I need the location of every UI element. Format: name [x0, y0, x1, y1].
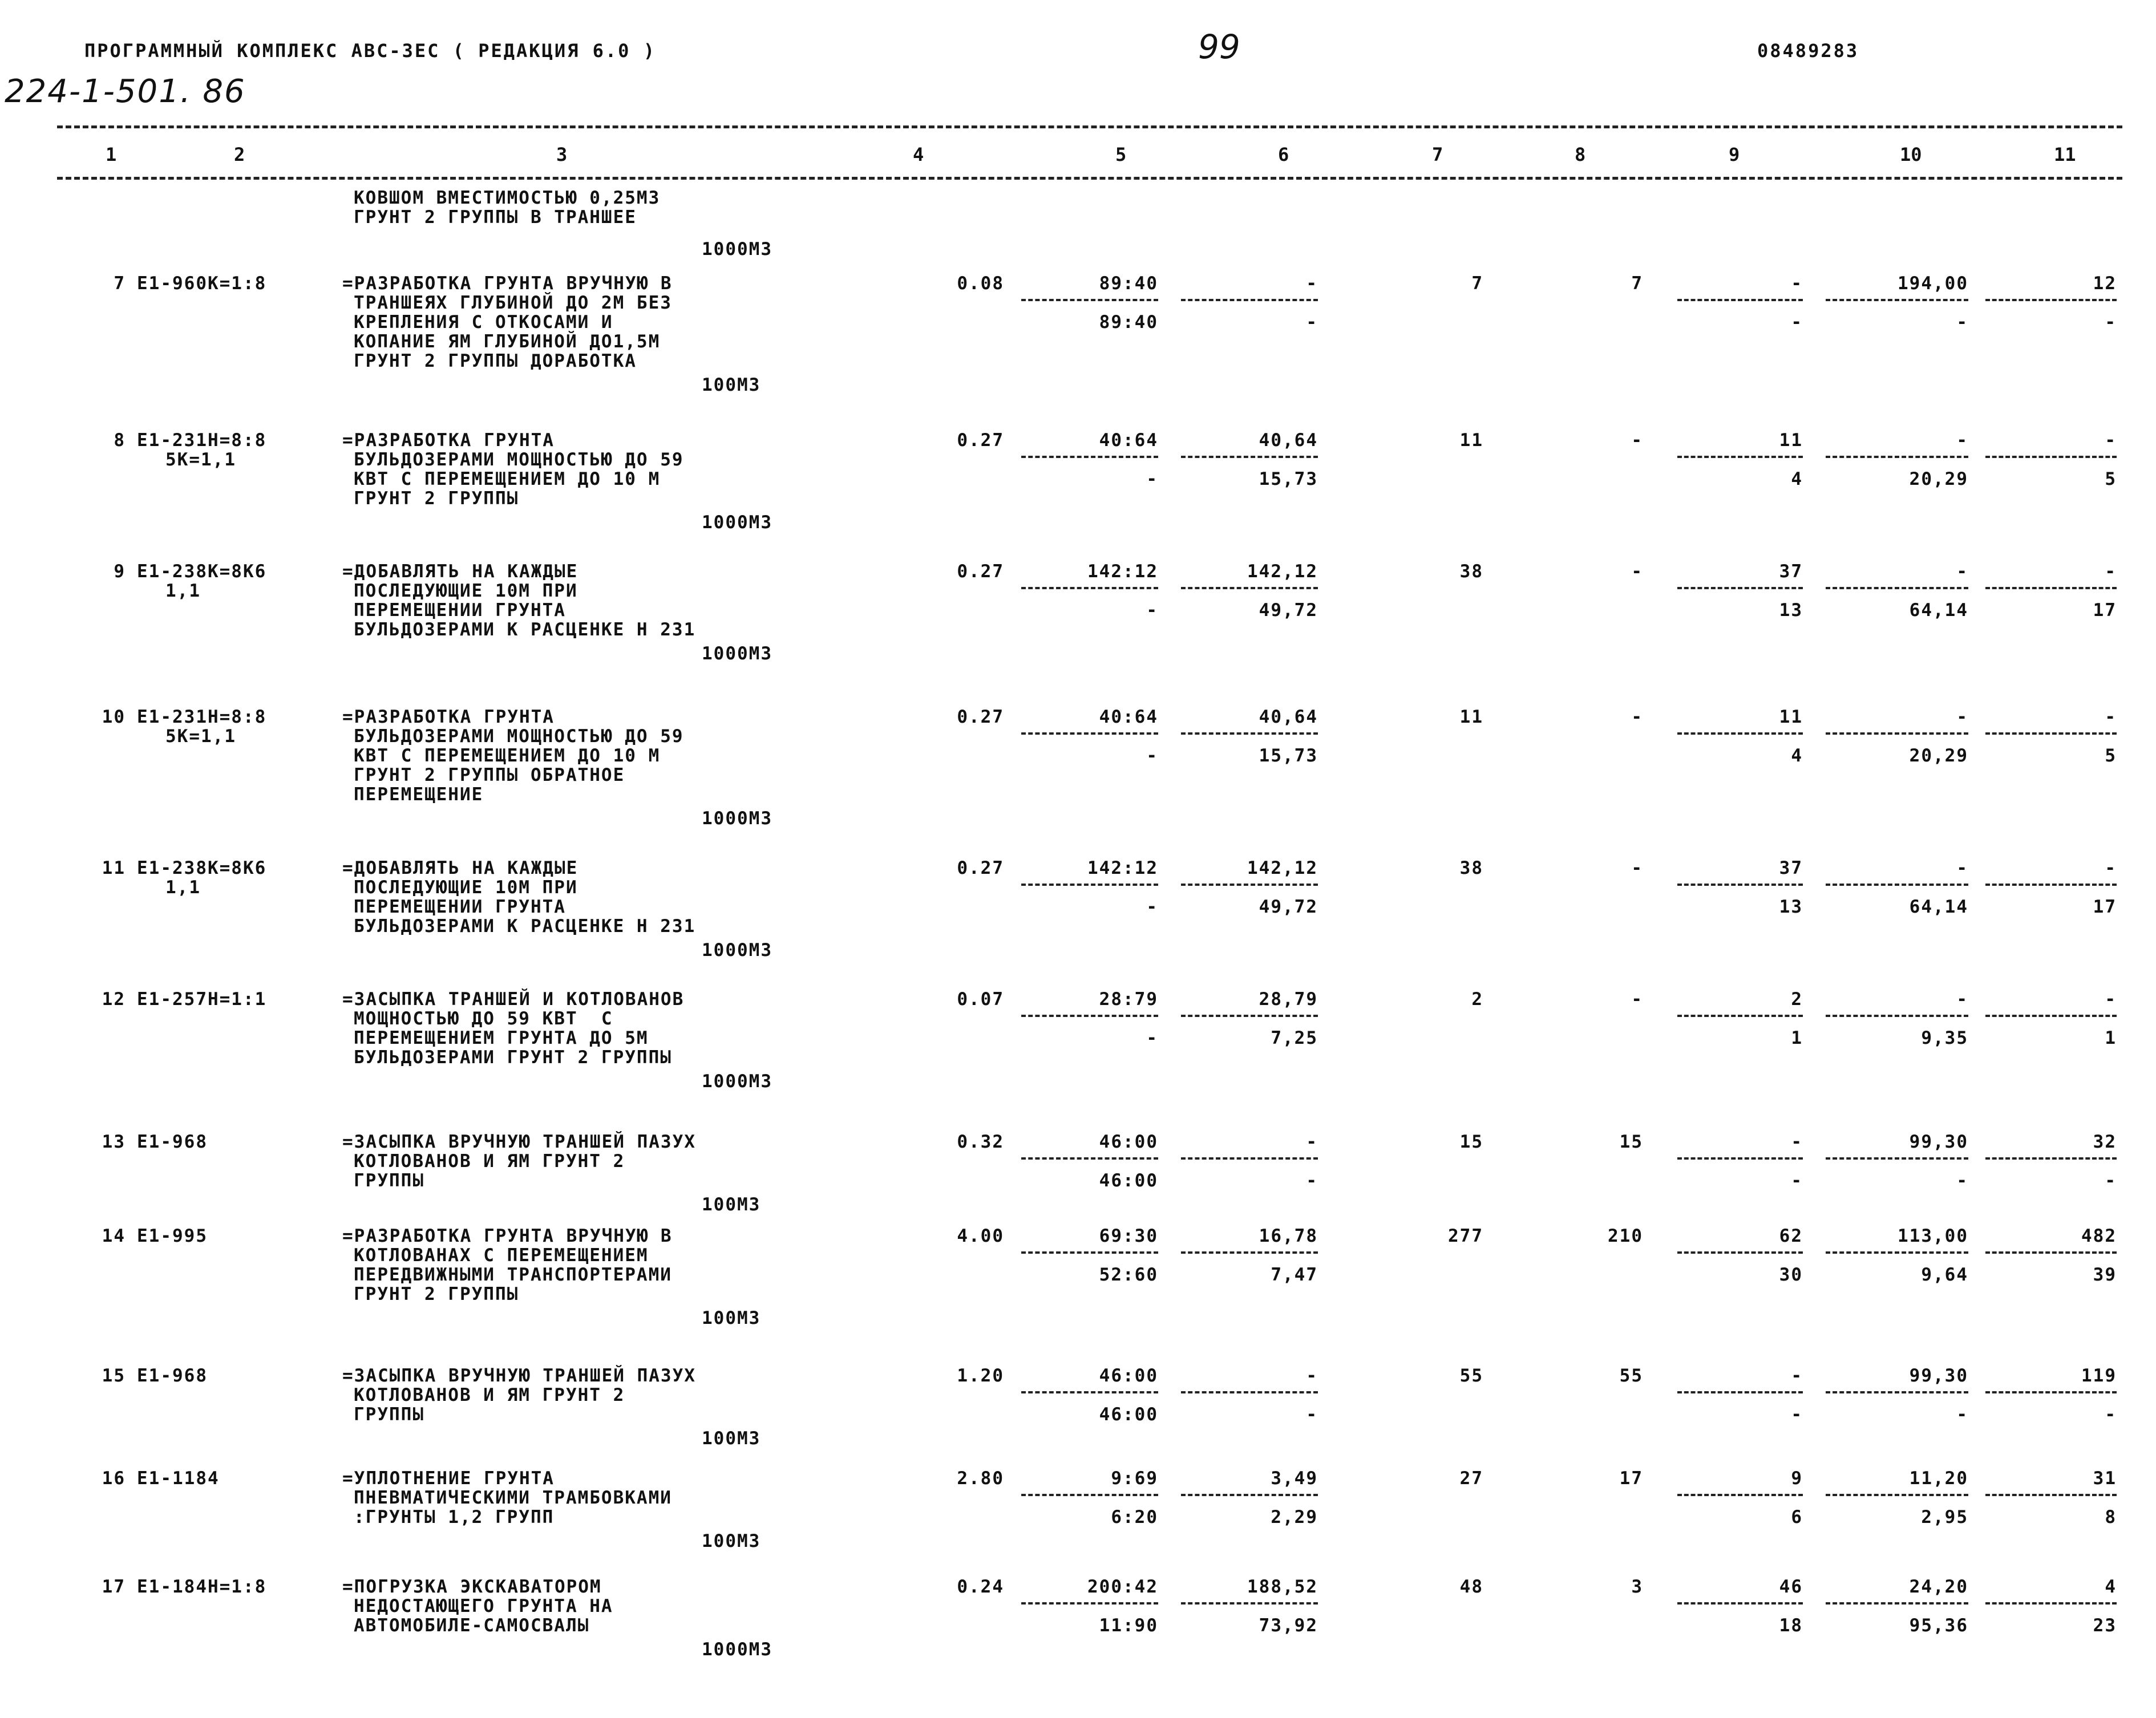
- col5-top: 40:64: [1099, 707, 1158, 727]
- intro-line-2: ГРУНТ 2 ГРУППЫ В ТРАНШЕЕ: [354, 207, 637, 228]
- col10-bottom: 20,29: [1909, 745, 1968, 766]
- col5-top: 28:79: [1099, 989, 1158, 1010]
- col11-top: 4: [2105, 1577, 2117, 1597]
- description-line: КВТ С ПЕРЕМЕЩЕНИЕМ ДО 10 М: [354, 745, 661, 766]
- row-number: 16: [102, 1468, 126, 1489]
- col9-divider: [1677, 1157, 1803, 1160]
- unit-of-measure: 100М3: [702, 1531, 761, 1551]
- description-line: НЕДОСТАЮЩЕГО ГРУНТА НА: [354, 1596, 613, 1616]
- program-header: ПРОГРАММНЫЙ КОМПЛЕКС АВС-3ЕС ( РЕДАКЦИЯ 6.0 ): [84, 40, 656, 62]
- col11-bottom: 39: [2093, 1265, 2117, 1285]
- col10-divider: [1826, 1157, 1968, 1160]
- description-line: МОЩНОСТЬЮ ДО 59 КВТ С: [354, 1008, 613, 1029]
- col7-value: 15: [1459, 1132, 1483, 1152]
- col10-bottom: 2,95: [1921, 1507, 1968, 1527]
- rate-code: Е1-231Н=8:8: [137, 707, 267, 727]
- description-line: ПОСЛЕДУЮЩИЕ 10М ПРИ: [354, 581, 578, 601]
- unit-of-measure: 1000М3: [702, 808, 772, 829]
- rate-code: Е1-1184: [137, 1468, 220, 1489]
- col8-value: 17: [1619, 1468, 1643, 1489]
- description-line: :ГРУНТЫ 1,2 ГРУПП: [354, 1507, 555, 1527]
- document-code: 08489283: [1757, 40, 1859, 62]
- unit-of-measure: 1000М3: [702, 940, 772, 961]
- description-line: =ЗАСЫПКА ТРАНШЕЙ И КОТЛОВАНОВ: [342, 989, 685, 1010]
- col10-divider: [1826, 299, 1968, 301]
- column-header-2: 2: [234, 144, 245, 165]
- col9-top: -: [1791, 273, 1803, 294]
- quantity: 0.32: [957, 1132, 1004, 1152]
- col5-bottom: 46:00: [1099, 1170, 1158, 1191]
- row-number: 7: [114, 273, 126, 294]
- col6-top: 16,78: [1259, 1226, 1318, 1246]
- col11-divider: [1985, 1157, 2117, 1160]
- description-line: КОТЛОВАНОВ И ЯМ ГРУНТ 2: [354, 1385, 625, 1405]
- col11-divider: [1985, 456, 2117, 458]
- quantity: 0.08: [957, 273, 1004, 294]
- col5-top: 69:30: [1099, 1226, 1158, 1246]
- col6-divider: [1181, 1602, 1318, 1604]
- col7-value: 55: [1459, 1366, 1483, 1386]
- col6-bottom: 49,72: [1259, 897, 1318, 917]
- rate-code: Е1-238К=8К6: [137, 561, 267, 582]
- unit-of-measure: 100М3: [702, 1194, 761, 1215]
- col10-bottom: 9,64: [1921, 1265, 1968, 1285]
- col9-top: 9: [1791, 1468, 1803, 1489]
- col7-value: 48: [1459, 1577, 1483, 1597]
- col11-divider: [1985, 1494, 2117, 1496]
- col5-bottom: -: [1146, 1028, 1158, 1048]
- col10-divider: [1826, 1494, 1968, 1496]
- description-line: =ЗАСЫПКА ВРУЧНУЮ ТРАНШЕЙ ПАЗУХ: [342, 1132, 696, 1152]
- col11-divider: [1985, 732, 2117, 735]
- rate-coefficient: 1,1: [165, 581, 201, 601]
- col11-bottom: -: [2105, 312, 2117, 333]
- col10-divider: [1826, 732, 1968, 735]
- col11-top: 12: [2093, 273, 2117, 294]
- col5-bottom: -: [1146, 897, 1158, 917]
- col6-divider: [1181, 884, 1318, 886]
- col11-bottom: 8: [2105, 1507, 2117, 1527]
- unit-of-measure: 100М3: [702, 1308, 761, 1328]
- col9-top: -: [1791, 1132, 1803, 1152]
- quantity: 2.80: [957, 1468, 1004, 1489]
- col10-top: -: [1956, 707, 1968, 727]
- description-line: ГРУНТ 2 ГРУППЫ: [354, 488, 519, 509]
- col6-divider: [1181, 456, 1318, 458]
- column-header-11: 11: [2054, 144, 2076, 165]
- column-header-6: 6: [1278, 144, 1289, 165]
- col8-value: 15: [1619, 1132, 1643, 1152]
- unit-of-measure: 100М3: [702, 1428, 761, 1449]
- col9-bottom: 18: [1779, 1615, 1803, 1636]
- col6-divider: [1181, 1015, 1318, 1017]
- description-line: БУЛЬДОЗЕРАМИ МОЩНОСТЬЮ ДО 59: [354, 726, 684, 747]
- col9-top: 37: [1779, 858, 1803, 878]
- col10-divider: [1826, 1251, 1968, 1254]
- quantity: 0.07: [957, 989, 1004, 1010]
- description-line: БУЛЬДОЗЕРАМИ К РАСЦЕНКЕ Н 231: [354, 916, 696, 937]
- col11-divider: [1985, 1251, 2117, 1254]
- description-line: =УПЛОТНЕНИЕ ГРУНТА: [342, 1468, 555, 1489]
- rate-coefficient: 5К=1,1: [165, 449, 236, 470]
- col5-top: 40:64: [1099, 430, 1158, 451]
- col5-divider: [1021, 1494, 1158, 1496]
- col8-value: -: [1631, 989, 1643, 1010]
- col9-top: 62: [1779, 1226, 1803, 1246]
- description-line: ПЕРЕМЕЩЕНИИ ГРУНТА: [354, 600, 566, 621]
- quantity: 0.27: [957, 561, 1004, 582]
- column-header-7: 7: [1432, 144, 1443, 165]
- description-line: КОТЛОВАНАХ С ПЕРЕМЕЩЕНИЕМ: [354, 1245, 649, 1266]
- col6-bottom: -: [1306, 1170, 1318, 1191]
- unit-of-measure: 1000М3: [702, 643, 772, 664]
- column-header-9: 9: [1729, 144, 1740, 165]
- col7-value: 38: [1459, 561, 1483, 582]
- description-line: ГРУНТ 2 ГРУППЫ ОБРАТНОЕ: [354, 765, 625, 785]
- row-number: 9: [114, 561, 126, 582]
- unit-of-measure: 100М3: [702, 375, 761, 395]
- col6-bottom: 73,92: [1259, 1615, 1318, 1636]
- col10-top: 99,30: [1909, 1366, 1968, 1386]
- description-line: ПОСЛЕДУЮЩИЕ 10М ПРИ: [354, 877, 578, 898]
- rate-code: Е1-968: [137, 1132, 208, 1152]
- intro-line-1: КОВШОМ ВМЕСТИМОСТЬЮ 0,25М3: [354, 188, 661, 208]
- col10-divider: [1826, 1602, 1968, 1604]
- row-number: 11: [102, 858, 126, 878]
- col6-top: 40,64: [1259, 430, 1318, 451]
- col9-bottom: 4: [1791, 745, 1803, 766]
- row-number: 13: [102, 1132, 126, 1152]
- col11-divider: [1985, 1015, 2117, 1017]
- description-line: =ДОБАВЛЯТЬ НА КАЖДЫЕ: [342, 561, 579, 582]
- col6-divider: [1181, 1494, 1318, 1496]
- col11-bottom: 17: [2093, 600, 2117, 621]
- col5-top: 142:12: [1087, 858, 1158, 878]
- col10-bottom: -: [1956, 1170, 1968, 1191]
- column-header-8: 8: [1575, 144, 1586, 165]
- col6-bottom: 49,72: [1259, 600, 1318, 621]
- intro-unit: 1000М3: [702, 239, 772, 260]
- col6-top: -: [1306, 1366, 1318, 1386]
- description-line: КВТ С ПЕРЕМЕЩЕНИЕМ ДО 10 М: [354, 469, 661, 489]
- description-line: ПНЕВМАТИЧЕСКИМИ ТРАМБОВКАМИ: [354, 1488, 672, 1508]
- col8-value: -: [1631, 561, 1643, 582]
- page-number: 99: [1198, 27, 1240, 66]
- column-header-5: 5: [1115, 144, 1127, 165]
- col5-bottom: -: [1146, 600, 1158, 621]
- col11-bottom: 17: [2093, 897, 2117, 917]
- col5-bottom: 46:00: [1099, 1404, 1158, 1425]
- col11-top: -: [2105, 430, 2117, 451]
- description-line: КРЕПЛЕНИЯ С ОТКОСАМИ И: [354, 312, 613, 333]
- description-line: ГРУНТ 2 ГРУППЫ: [354, 1284, 519, 1304]
- col9-divider: [1677, 299, 1803, 301]
- rate-code: Е1-238К=8К6: [137, 858, 267, 878]
- col7-value: 11: [1459, 707, 1483, 727]
- col11-divider: [1985, 1391, 2117, 1393]
- col8-value: -: [1631, 707, 1643, 727]
- col9-divider: [1677, 1494, 1803, 1496]
- col11-top: 32: [2093, 1132, 2117, 1152]
- column-header-1: 1: [106, 144, 117, 165]
- rate-code: Е1-968: [137, 1366, 208, 1386]
- doc-number: 224-1-501. 86: [5, 73, 246, 110]
- col9-divider: [1677, 1015, 1803, 1017]
- rate-code: Е1-257Н=1:1: [137, 989, 267, 1010]
- description-line: =РАЗРАБОТКА ГРУНТА ВРУЧНУЮ В: [342, 273, 673, 294]
- col7-value: 38: [1459, 858, 1483, 878]
- col11-bottom: 5: [2105, 469, 2117, 489]
- col8-value: -: [1631, 430, 1643, 451]
- col11-top: -: [2105, 858, 2117, 878]
- col11-top: 119: [2081, 1366, 2117, 1386]
- col10-divider: [1826, 587, 1968, 589]
- unit-of-measure: 1000М3: [702, 1639, 772, 1660]
- col11-top: 31: [2093, 1468, 2117, 1489]
- col11-bottom: 23: [2093, 1615, 2117, 1636]
- col5-divider: [1021, 299, 1158, 301]
- rate-coefficient: 1,1: [165, 877, 201, 898]
- col6-divider: [1181, 1251, 1318, 1254]
- unit-of-measure: 1000М3: [702, 1071, 772, 1092]
- col6-bottom: 7,25: [1271, 1028, 1318, 1048]
- col9-bottom: 4: [1791, 469, 1803, 489]
- column-header-10: 10: [1900, 144, 1922, 165]
- col10-top: -: [1956, 561, 1968, 582]
- col11-top: 482: [2081, 1226, 2117, 1246]
- col6-divider: [1181, 1157, 1318, 1160]
- col6-top: -: [1306, 1132, 1318, 1152]
- description-line: =ДОБАВЛЯТЬ НА КАЖДЫЕ: [342, 858, 579, 878]
- col5-divider: [1021, 732, 1158, 735]
- row-number: 15: [102, 1366, 126, 1386]
- row-number: 14: [102, 1226, 126, 1246]
- col6-divider: [1181, 299, 1318, 301]
- col10-bottom: 64,14: [1909, 897, 1968, 917]
- col5-divider: [1021, 1015, 1158, 1017]
- col6-top: 188,52: [1247, 1577, 1318, 1597]
- col9-top: 2: [1791, 989, 1803, 1010]
- col11-top: -: [2105, 707, 2117, 727]
- col11-divider: [1985, 587, 2117, 589]
- row-number: 12: [102, 989, 126, 1010]
- col10-top: 99,30: [1909, 1132, 1968, 1152]
- col10-top: 113,00: [1898, 1226, 1968, 1246]
- col8-value: -: [1631, 858, 1643, 878]
- col7-value: 2: [1471, 989, 1483, 1010]
- col6-top: 3,49: [1271, 1468, 1318, 1489]
- row-number: 10: [102, 707, 126, 727]
- col9-divider: [1677, 732, 1803, 735]
- column-header-4: 4: [913, 144, 924, 165]
- description-line: ГРУППЫ: [354, 1170, 424, 1191]
- col6-top: 142,12: [1247, 858, 1318, 878]
- col9-divider: [1677, 1602, 1803, 1604]
- row-number: 8: [114, 430, 126, 451]
- col10-divider: [1826, 456, 1968, 458]
- description-line: ПЕРЕМЕЩЕНИЕМ ГРУНТА ДО 5М: [354, 1028, 649, 1048]
- description-line: =ПОГРУЗКА ЭКСКАВАТОРОМ: [342, 1577, 602, 1597]
- col5-divider: [1021, 1602, 1158, 1604]
- description-line: ГРУНТ 2 ГРУППЫ ДОРАБОТКА: [354, 351, 637, 371]
- col5-bottom: 89:40: [1099, 312, 1158, 333]
- col9-divider: [1677, 1391, 1803, 1393]
- col6-top: 28,79: [1259, 989, 1318, 1010]
- description-line: КОТЛОВАНОВ И ЯМ ГРУНТ 2: [354, 1151, 625, 1172]
- description-line: БУЛЬДОЗЕРАМИ К РАСЦЕНКЕ Н 231: [354, 619, 696, 640]
- description-line: ПЕРЕМЕЩЕНИЕ: [354, 784, 484, 805]
- col5-bottom: 11:90: [1099, 1615, 1158, 1636]
- col9-divider: [1677, 884, 1803, 886]
- col10-bottom: 95,36: [1909, 1615, 1968, 1636]
- quantity: 0.24: [957, 1577, 1004, 1597]
- col9-bottom: 1: [1791, 1028, 1803, 1048]
- col6-divider: [1181, 587, 1318, 589]
- col10-bottom: 64,14: [1909, 600, 1968, 621]
- quantity: 4.00: [957, 1226, 1004, 1246]
- col10-top: -: [1956, 989, 1968, 1010]
- description-line: =ЗАСЫПКА ВРУЧНУЮ ТРАНШЕЙ ПАЗУХ: [342, 1366, 696, 1386]
- col11-bottom: -: [2105, 1404, 2117, 1425]
- col9-top: -: [1791, 1366, 1803, 1386]
- col7-value: 277: [1448, 1226, 1483, 1246]
- col5-bottom: 52:60: [1099, 1265, 1158, 1285]
- col9-bottom: -: [1791, 1170, 1803, 1191]
- col7-value: 27: [1459, 1468, 1483, 1489]
- row-number: 17: [102, 1577, 126, 1597]
- col6-bottom: 15,73: [1259, 745, 1318, 766]
- col10-divider: [1826, 1391, 1968, 1393]
- col5-divider: [1021, 884, 1158, 886]
- col10-divider: [1826, 1015, 1968, 1017]
- col5-top: 46:00: [1099, 1366, 1158, 1386]
- col9-divider: [1677, 587, 1803, 589]
- col7-value: 11: [1459, 430, 1483, 451]
- col6-top: 142,12: [1247, 561, 1318, 582]
- col8-value: 55: [1619, 1366, 1643, 1386]
- description-line: ТРАНШЕЯХ ГЛУБИНОЙ ДО 2М БЕЗ: [354, 293, 672, 313]
- col10-top: 24,20: [1909, 1577, 1968, 1597]
- col5-top: 200:42: [1087, 1577, 1158, 1597]
- col6-bottom: -: [1306, 312, 1318, 333]
- quantity: 0.27: [957, 707, 1004, 727]
- rate-code: Е1-231Н=8:8: [137, 430, 267, 451]
- column-header-3: 3: [556, 144, 568, 165]
- col11-divider: [1985, 1602, 2117, 1604]
- col10-divider: [1826, 884, 1968, 886]
- col7-value: 7: [1471, 273, 1483, 294]
- description-line: КОПАНИЕ ЯМ ГЛУБИНОЙ ДО1,5М: [354, 331, 661, 352]
- rate-code: Е1-960К=1:8: [137, 273, 267, 294]
- col6-bottom: -: [1306, 1404, 1318, 1425]
- col9-top: 37: [1779, 561, 1803, 582]
- top-rule: [57, 125, 2122, 128]
- col9-top: 11: [1779, 707, 1803, 727]
- col5-top: 9:69: [1111, 1468, 1158, 1489]
- col5-divider: [1021, 1251, 1158, 1254]
- col9-bottom: -: [1791, 1404, 1803, 1425]
- description-line: =РАЗРАБОТКА ГРУНТА: [342, 430, 555, 451]
- col10-bottom: 9,35: [1921, 1028, 1968, 1048]
- description-line: БУЛЬДОЗЕРАМИ ГРУНТ 2 ГРУППЫ: [354, 1047, 672, 1068]
- rate-code: Е1-184Н=1:8: [137, 1577, 267, 1597]
- description-line: ПЕРЕДВИЖНЫМИ ТРАНСПОРТЕРАМИ: [354, 1265, 672, 1285]
- description-line: ПЕРЕМЕЩЕНИИ ГРУНТА: [354, 897, 566, 917]
- col5-bottom: 6:20: [1111, 1507, 1158, 1527]
- col6-divider: [1181, 732, 1318, 735]
- col6-bottom: 7,47: [1271, 1265, 1318, 1285]
- col11-divider: [1985, 884, 2117, 886]
- header-bottom-rule: [57, 177, 2122, 180]
- col11-bottom: 1: [2105, 1028, 2117, 1048]
- rate-coefficient: 5К=1,1: [165, 726, 236, 747]
- col6-bottom: 15,73: [1259, 469, 1318, 489]
- col9-bottom: 13: [1779, 897, 1803, 917]
- description-line: АВТОМОБИЛЕ-САМОСВАЛЫ: [354, 1615, 590, 1636]
- col11-top: -: [2105, 561, 2117, 582]
- col8-value: 7: [1631, 273, 1643, 294]
- col11-top: -: [2105, 989, 2117, 1010]
- col10-top: 11,20: [1909, 1468, 1968, 1489]
- col6-bottom: 2,29: [1271, 1507, 1318, 1527]
- description-line: ГРУППЫ: [354, 1404, 424, 1425]
- description-line: БУЛЬДОЗЕРАМИ МОЩНОСТЬЮ ДО 59: [354, 449, 684, 470]
- col5-top: 46:00: [1099, 1132, 1158, 1152]
- col10-bottom: -: [1956, 312, 1968, 333]
- col9-bottom: 6: [1791, 1507, 1803, 1527]
- col5-divider: [1021, 1157, 1158, 1160]
- col9-divider: [1677, 456, 1803, 458]
- quantity: 1.20: [957, 1366, 1004, 1386]
- col10-bottom: 20,29: [1909, 469, 1968, 489]
- col10-top: 194,00: [1898, 273, 1968, 294]
- col5-bottom: -: [1146, 745, 1158, 766]
- col5-divider: [1021, 1391, 1158, 1393]
- quantity: 0.27: [957, 858, 1004, 878]
- col9-top: 11: [1779, 430, 1803, 451]
- col6-top: 40,64: [1259, 707, 1318, 727]
- col9-top: 46: [1779, 1577, 1803, 1597]
- description-line: =РАЗРАБОТКА ГРУНТА ВРУЧНУЮ В: [342, 1226, 673, 1246]
- col5-bottom: -: [1146, 469, 1158, 489]
- description-line: =РАЗРАБОТКА ГРУНТА: [342, 707, 555, 727]
- col10-bottom: -: [1956, 1404, 1968, 1425]
- col5-top: 89:40: [1099, 273, 1158, 294]
- col6-top: -: [1306, 273, 1318, 294]
- unit-of-measure: 1000М3: [702, 512, 772, 533]
- col5-divider: [1021, 587, 1158, 589]
- rate-code: Е1-995: [137, 1226, 208, 1246]
- col5-divider: [1021, 456, 1158, 458]
- col10-top: -: [1956, 858, 1968, 878]
- quantity: 0.27: [957, 430, 1004, 451]
- col9-bottom: -: [1791, 312, 1803, 333]
- col8-value: 210: [1608, 1226, 1643, 1246]
- col9-bottom: 30: [1779, 1265, 1803, 1285]
- col8-value: 3: [1631, 1577, 1643, 1597]
- col10-top: -: [1956, 430, 1968, 451]
- col5-top: 142:12: [1087, 561, 1158, 582]
- col9-divider: [1677, 1251, 1803, 1254]
- col11-bottom: 5: [2105, 745, 2117, 766]
- col11-divider: [1985, 299, 2117, 301]
- col11-bottom: -: [2105, 1170, 2117, 1191]
- col6-divider: [1181, 1391, 1318, 1393]
- col9-bottom: 13: [1779, 600, 1803, 621]
